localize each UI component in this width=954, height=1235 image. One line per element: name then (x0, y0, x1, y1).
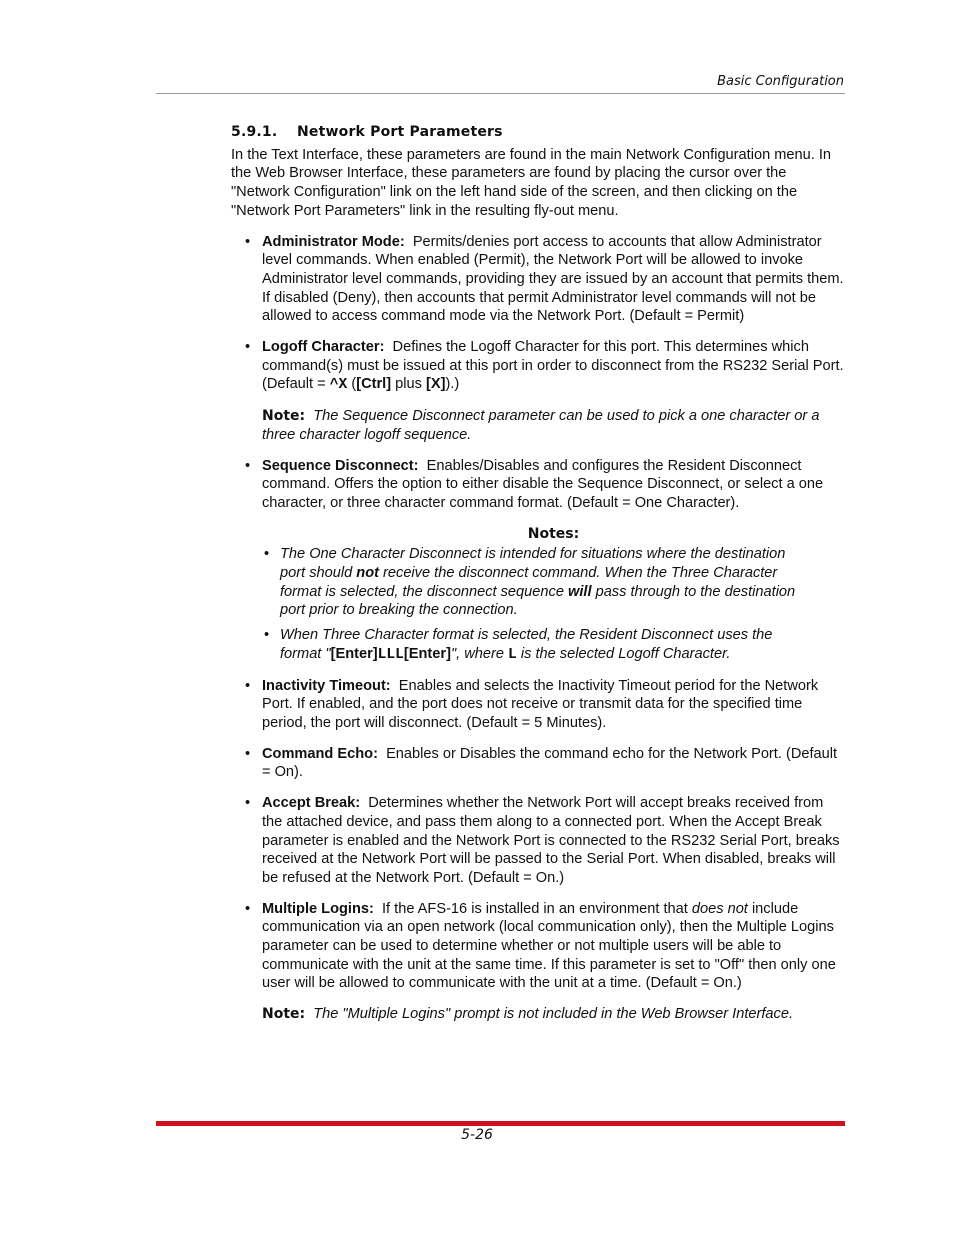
param-term: Multiple Logins: (262, 900, 374, 917)
param-inactivity-timeout (231, 677, 845, 733)
note-text: The " (313, 1006, 348, 1023)
logoff-code: ^X (329, 377, 348, 394)
x-key: [X] (425, 376, 446, 393)
note-text: The One Character Disconnect is intended for situations where the destination port should (280, 546, 786, 582)
param-term: Command Echo: (262, 745, 378, 762)
paren-close: ).) (445, 376, 460, 393)
page-number: 5-26 (461, 1127, 493, 1143)
param-accept-break (231, 794, 845, 888)
param-administrator-mode (231, 233, 845, 327)
param-description: Enables/Disables and configures the Resident Disconnect command. Offers the option to either disable the Sequence Disconnect, or select a one character, or three character command format. (Default = One Character). (262, 457, 824, 511)
plus-text: plus (395, 376, 422, 393)
header-divider (156, 93, 845, 94)
section-title: Network Port Parameters (297, 124, 503, 140)
param-description: include communication via an open network (local communication only), then the Multiple Logins parameter can be used to determine whether or not multiple users will be able to communicate with the unit at the same time. If this parameter is set to "Off" then only one user will be allowed to communicate with the unit at a time. (Default = On.) (262, 900, 836, 992)
note-label: Note: (262, 408, 306, 425)
sequence-note-item (262, 545, 808, 620)
section-heading (231, 123, 845, 142)
note-text: When Three Character format is selected, the Resident Disconnect uses the format " (280, 627, 773, 662)
enter-key: [Enter] (403, 645, 451, 662)
note-text: Multiple Logins (347, 1006, 445, 1023)
param-term: Accept Break: (262, 795, 361, 812)
sequence-notes-list (262, 545, 845, 664)
note-text: The Sequence Disconnect parameter can be used to pick a one character or a three character logoff sequence. (262, 408, 820, 443)
logoff-note (262, 407, 845, 444)
page-body (231, 123, 845, 1036)
param-multiple-logins (231, 900, 845, 1024)
paren-open: ( (351, 376, 357, 393)
param-command-echo (231, 745, 845, 782)
note-text: is the selected Logoff Character. (520, 645, 731, 662)
param-description: Defines the Logoff Character for this port. This determines which command(s) must be issued at this port in order to disconnect from the RS232 Serial Port. (Default = (262, 339, 844, 393)
param-description: Enables or Disables the command echo for the Network Port. (Default = On). (262, 745, 838, 781)
param-description: Enables and selects the Inactivity Timeout period for the Network Port. If enabled, and the port does not receive or transmit data for the specified time period, the port will disconnect. (Default = 5 Minutes). (262, 677, 819, 731)
param-term: Administrator Mode: (262, 233, 405, 250)
note-emphasis: will (568, 583, 592, 600)
param-description: If the AFS-16 is installed in an environment that (381, 900, 688, 917)
note-emphasis: not (356, 565, 379, 582)
note-text: receive the disconnect command. When the Three Character format is selected, the disconnect sequence (280, 565, 778, 600)
param-emphasis: does not (691, 900, 748, 917)
lll-code: LLL (377, 646, 404, 663)
logins-note (262, 1005, 845, 1024)
param-sequence-disconnect (231, 457, 845, 665)
param-term: Sequence Disconnect: (262, 457, 419, 474)
param-description: Determines whether the Network Port will accept breaks received from the attached device, and pass them along to a connected port. When the Accept Break parameter is enabled and the Network Port is connected to the RS232 Serial Port, breaks received at the Network Port will be passed to the Serial Port. When disabled, breaks will be refused at the Network Port. (Default = On.) (262, 795, 840, 886)
parameter-list (231, 233, 845, 1024)
footer-divider (156, 1121, 845, 1126)
note-text: " prompt is not included in the Web Browser Interface. (444, 1006, 794, 1023)
l-code: L (508, 646, 517, 663)
note-text: pass through to the destination port prior to breaking the connection. (280, 583, 796, 619)
param-logoff-character (231, 338, 845, 445)
param-term: Inactivity Timeout: (262, 677, 391, 694)
param-description: Permits/denies port access to accounts that allow Administrator level commands. When enabled (Permit), the Network Port will be allowed to invoke Administrator level commands, providing they are issued by an account that permits them. If disabled (Deny), then accounts that permit Administrator level commands will not be allowed to access command mode via the Network Port. (Default = Permit) (262, 233, 844, 325)
note-text: ", where (450, 645, 504, 662)
intro-paragraph: In the Text Interface, these parameters are found in the main Network Configuration menu. In the Web Browser Interface, these parameters are found by placing the cursor over the "Network Configuration" link on the left hand side of the screen, and then clicking on the "Network Port Parameters" link in the resulting fly-out menu. (231, 146, 832, 219)
sequence-note-item (262, 626, 808, 664)
note-label: Note: (262, 1006, 306, 1023)
running-header: Basic Configuration (717, 74, 844, 89)
enter-key: [Enter] (330, 645, 378, 662)
ctrl-key: [Ctrl] (356, 376, 392, 393)
notes-heading: Notes: (527, 525, 580, 542)
param-term: Logoff Character: (262, 339, 385, 356)
section-number: 5.9.1. (231, 124, 278, 140)
